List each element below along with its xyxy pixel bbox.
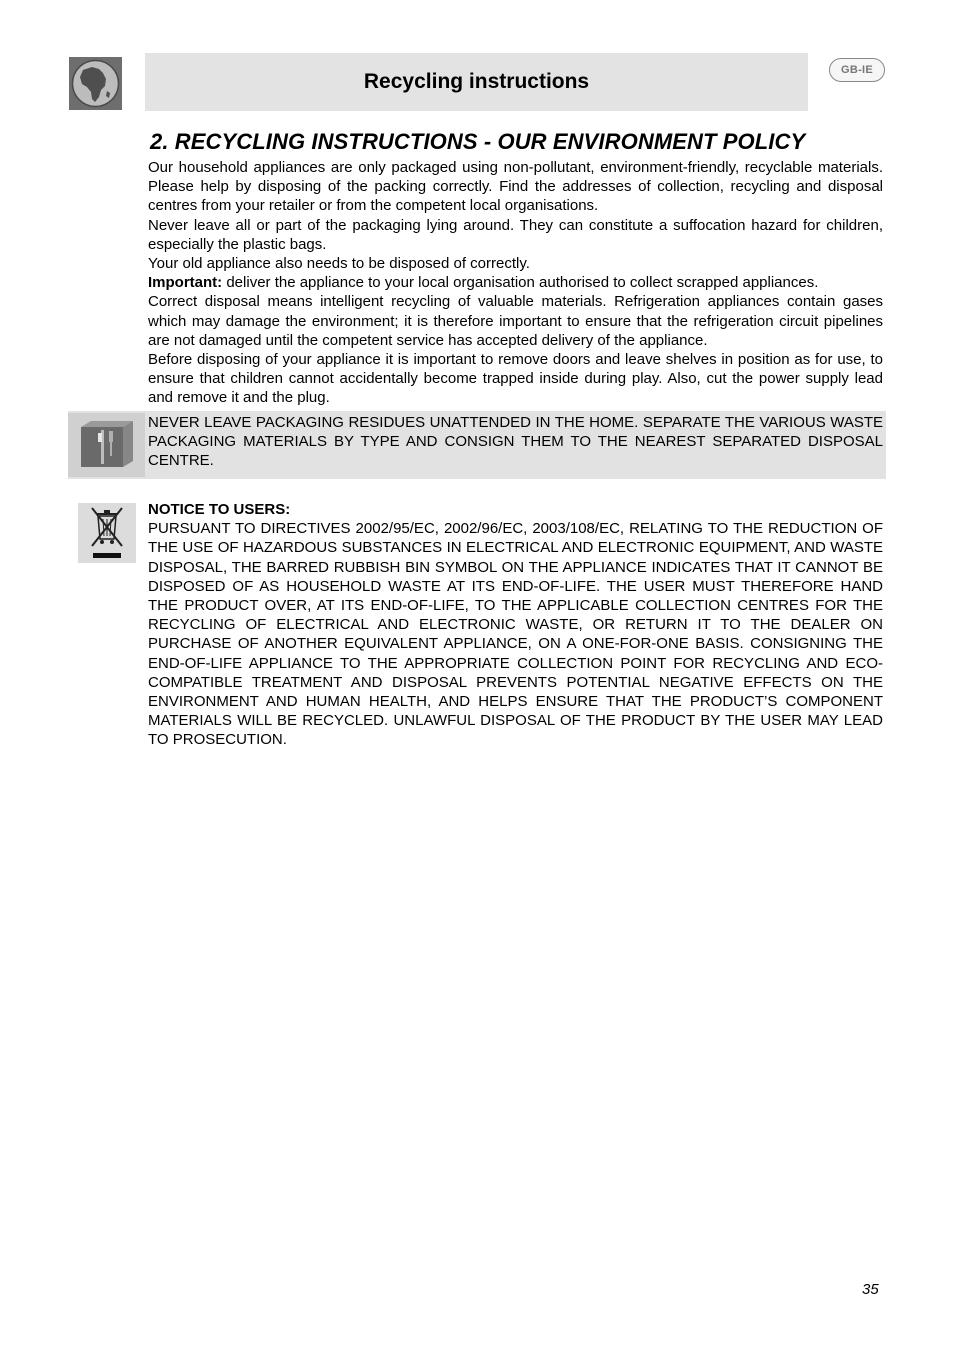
- paragraph: Your old appliance also needs to be disposed of correctly.: [148, 255, 530, 273]
- packaging-box-icon: [68, 413, 145, 477]
- section-title: 2. RECYCLING INSTRUCTIONS - OUR ENVIRONMENT POLICY: [150, 129, 806, 154]
- paragraph: Never leave all or part of the packaging lying around. They can constitute a suffocation hazard for children, especially the plastic bags.: [148, 216, 883, 253]
- paragraph: Before disposing of your appliance it is important to remove doors and leave shelves in position as for use, to ensure that children cannot accidentally become trapped inside during play. Also, cut the power supply lead and remove it and the plug.: [148, 351, 883, 407]
- page-number: 35: [862, 1281, 879, 1298]
- paragraph: Our household appliances are only packaged using non-pollutant, environment-friendly, recyclable materials. Please help by disposing of the packing correctly. Find the addresses of collection, recycling and disposal centres from your retailer or from the competent local organisations.: [148, 159, 883, 215]
- paragraph: Correct disposal means intelligent recycling of valuable materials. Refrigeration appliances contain gases which may damage the environment; it is therefore important to ensure that the refrigeration circuit pipelines are not damaged until the competent service has accepted delivery of the appliance.: [148, 293, 883, 349]
- header-bar: [145, 53, 808, 111]
- weee-heading: NOTICE TO USERS:: [148, 501, 291, 518]
- weee-notice: [148, 500, 883, 750]
- weee-text: PURSUANT TO DIRECTIVES 2002/95/EC, 2002/96/EC, 2003/108/EC, RELATING TO THE REDUCTION OF THE USE OF HAZARDOUS SUBSTANCES IN ELECTRICAL AND ELECTRONIC EQUIPMENT, AND WASTE DISPOSAL, THE BARRED RUBBISH BIN SYMBOL ON THE APPLIANCE INDICATES THAT IT CANNOT BE DISPOSED OF AS HOUSEHOLD WASTE AT ITS END-OF-LIFE. THE USER MUST THEREFORE HAND THE PRODUCT OVER, AT ITS END-OF-LIFE, TO THE APPLICABLE COLLECTION CENTRES FOR THE RECYCLING OF ELECTRICAL AND ELECTRONIC WASTE, OR RETURN IT TO THE DEALER ON PURCHASE OF ANOTHER EQUIVALENT APPLIANCE, ON A ONE-FOR-ONE BASIS. CONSIGNING THE END-OF-LIFE APPLIANCE TO THE APPROPRIATE COLLECTION POINT FOR RECYCLING AND ECO-COMPATIBLE TREATMENT AND DISPOSAL PREVENTS POTENTIAL NEGATIVE EFFECTS ON THE ENVIRONMENT AND HUMAN HEALTH, AND HELPS ENSURE THAT THE PRODUCT’S COMPONENT MATERIALS WILL BE RECYCLED. UNLAWFUL DISPOSAL OF THE PRODUCT BY THE USER MAY LEAD TO PROSECUTION.: [148, 520, 883, 749]
- globe-africa-icon: [69, 57, 122, 110]
- important-label: Important:: [148, 274, 223, 292]
- important-text: deliver the appliance to your local organisation authorised to collect scrapped appliances.: [222, 274, 819, 292]
- important-paragraph: [148, 273, 883, 292]
- packaging-notice-text: NEVER LEAVE PACKAGING RESIDUES UNATTENDED IN THE HOME. SEPARATE THE VARIOUS WASTE PACKAGING MATERIALS BY TYPE AND CONSIGN THEM TO THE NEAREST SEPARATED DISPOSAL CENTRE.: [148, 414, 883, 470]
- language-badge: GB-IE: [829, 58, 885, 82]
- intro-text: [148, 158, 883, 408]
- crossed-bin-icon: [78, 503, 136, 563]
- header-title: Recycling instructions: [363, 70, 590, 93]
